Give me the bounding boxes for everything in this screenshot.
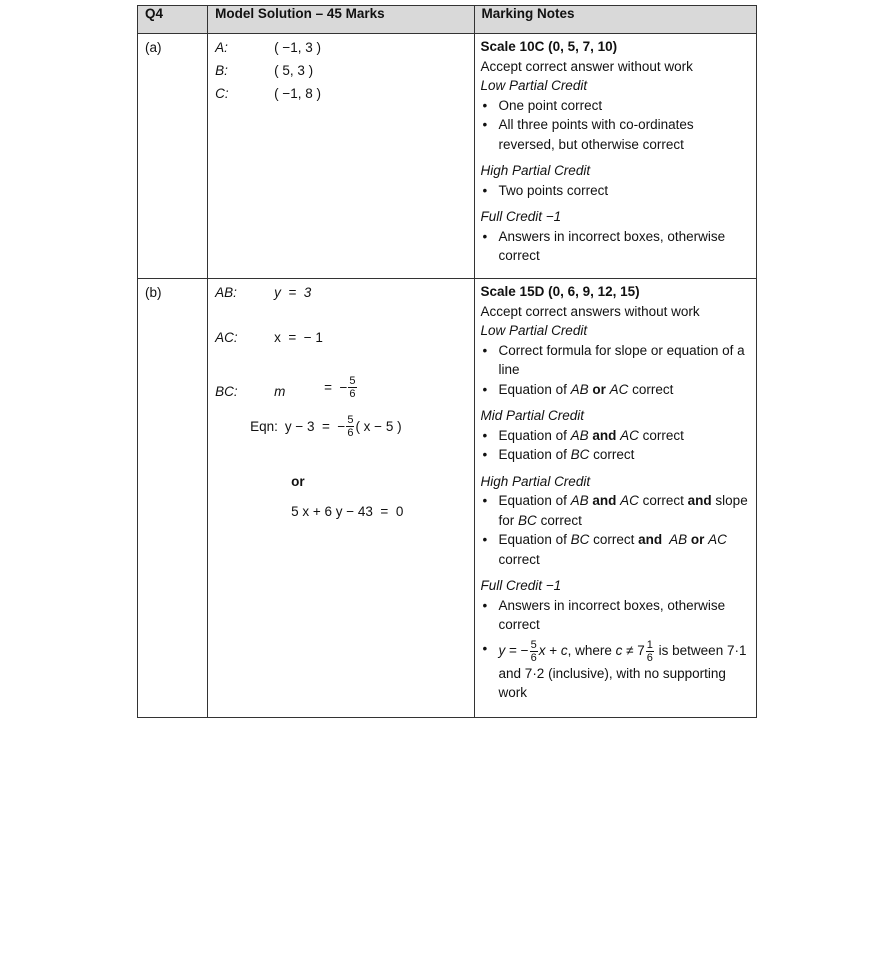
part-a-notes [474,34,756,279]
eqn-right: ( x − 5 ) [355,419,402,434]
ab-label: AB: [215,285,237,300]
marking-scheme-table [137,5,757,718]
bc-slope-symbol: m [274,384,286,399]
part-a-full-title: Full Credit −1 [480,209,562,224]
list-item: • One point correct [481,96,750,116]
list-item: • y = − $\frac{5}{6}$ x + c, where c ≠ 7 $\frac{1}{6}$ is between 7·1 and 7·2 (inclusive), with no supporting work [481,639,750,703]
point-b-value: ( 5, 3 ) [274,63,314,78]
ab-equation-text: y = 3 [274,285,312,300]
part-b-low-list [481,341,750,400]
ac-label: AC: [215,330,238,345]
list-item: • Correct formula for slope or equation of a line [481,341,750,380]
part-a-solution [208,34,474,279]
header-row [138,6,757,34]
part-b-full-title: Full Credit −1 [480,578,562,593]
part-b-row [138,279,757,718]
bc-numerator: 5 [349,375,356,387]
part-a-high-title: High Partial Credit [480,163,591,178]
eqn-denominator: 6 [347,427,354,439]
part-b-scale: Scale 15D (0, 6, 9, 12, 15) [480,284,640,299]
constant-fraction: $\frac{1}{6}$ [646,638,653,664]
part-b-mid-list [481,426,750,465]
part-a-low-list [481,96,750,155]
point-c-name: C: [215,86,229,101]
list-item: • Answers in incorrect boxes, otherwise correct [481,596,750,635]
part-a-accept: Accept correct answer without work [480,58,693,74]
bc-equals: = − [324,380,348,395]
bc-label: BC: [215,384,238,399]
eqn-numerator: 5 [347,414,354,426]
list-item: • Equation of BC correct and AB or AC correct [481,530,750,569]
part-b-solution [208,279,474,718]
part-a-low-title: Low Partial Credit [480,78,588,93]
part-b-label: (b) [138,279,208,718]
part-b-notes [474,279,756,718]
part-b-mid-title: Mid Partial Credit [480,408,585,423]
alt-equation [261,459,403,534]
bc-slope-value [324,375,357,400]
ac-equation: x = − 1 [274,330,323,345]
part-a-full-list [481,227,750,266]
point-c-value: ( −1, 8 ) [274,86,322,101]
ab-equation [274,285,311,300]
header-solution: Model Solution – 45 Marks [208,6,474,34]
line-equation [250,414,401,439]
part-a-row [138,34,757,279]
eqn-left: y − 3 = − [284,419,346,434]
part-b-high-list [481,491,750,569]
list-item: • Equation of BC correct [481,445,750,465]
part-a-high-list [481,181,750,201]
or-label: or [291,474,305,489]
part-a-label: (a) [138,34,208,279]
list-item: • Two points correct [481,181,750,201]
point-a-value: ( −1, 3 ) [274,40,322,55]
part-b-accept: Accept correct answers without work [480,303,700,319]
point-b-name: B: [215,63,228,78]
eqn-label: Eqn: [250,419,278,434]
bc-denominator: 6 [349,388,356,400]
list-item: • Equation of AB or AC correct [481,380,750,400]
part-b-high-title: High Partial Credit [480,473,591,489]
eqn-fraction [346,414,354,439]
part-b-full-list [481,596,750,703]
list-item: • Answers in incorrect boxes, otherwise correct [481,227,750,266]
bc-fraction [348,375,356,400]
slope-fraction: $\frac{5}{6}$ [530,638,537,664]
list-item: • Equation of AB and AC correct [481,426,750,446]
part-b-low-title: Low Partial Credit [480,323,588,338]
or-equation: 5 x + 6 y − 43 = 0 [291,504,404,519]
part-a-scale: Scale 10C (0, 5, 7, 10) [480,39,618,54]
header-notes: Marking Notes [474,6,756,34]
list-item: • All three points with co-ordinates reversed, but otherwise correct [481,115,750,154]
point-a-name: A: [215,40,228,55]
list-item: • Equation of AB and AC correct and slope for BC correct [481,491,750,530]
header-question: Q4 [138,6,208,34]
